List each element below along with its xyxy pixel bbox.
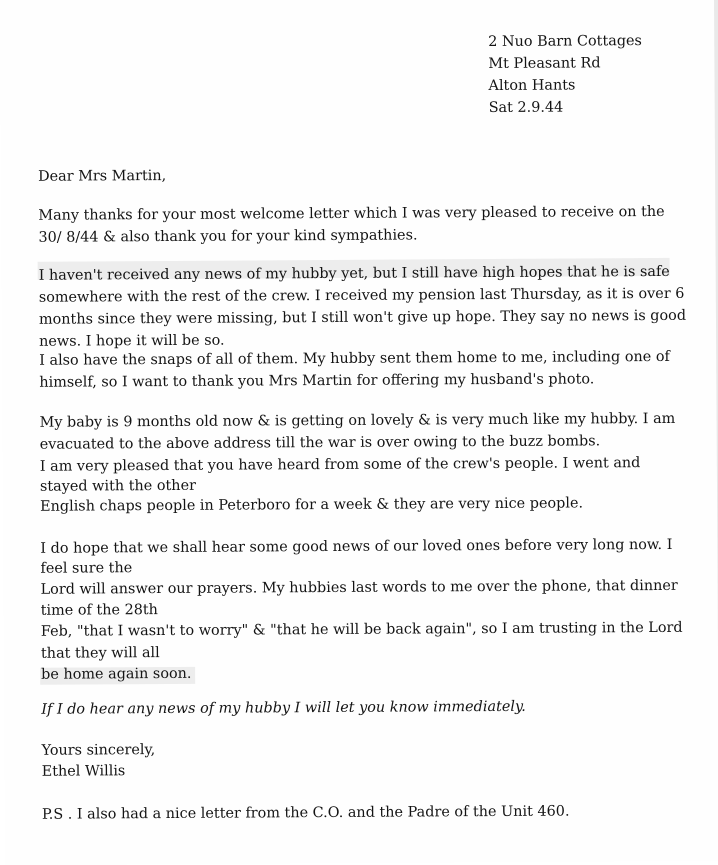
paragraph-4-line: be home again soon. xyxy=(41,665,192,683)
paragraph-2-line: I haven't received any news of my hubby yet, but I still have high hopes that he is safe xyxy=(38,263,670,284)
closing: Yours sincerely, xyxy=(41,742,156,759)
paragraph-4-line: Lord will answer our prayers. My hubbies last words to me over the phone, that dinner xyxy=(40,577,678,598)
postscript: P.S . I also had a nice letter from the C.O. and the Padre of the Unit 460. xyxy=(41,803,570,823)
paragraph-3-line: evacuated to the above address till the war is over owing to the buzz bombs. xyxy=(39,433,601,453)
page-edge xyxy=(714,0,718,861)
paragraph-4-line: feel sure the xyxy=(40,560,133,577)
paragraph-3-line: English chaps people in Peterboro for a week & they are very nice people. xyxy=(40,495,584,515)
paragraph-5: If I do hear any news of my hubby I will let you know immediately. xyxy=(41,698,526,718)
paragraph-4-line: that they will all xyxy=(40,645,160,662)
paragraph-3-line: My baby is 9 months old now & is getting on lovely & is very much like my hubby. I am xyxy=(39,410,676,431)
paragraph-3-line: I am very pleased that you have heard from some of the crew's people. I went and xyxy=(39,455,641,475)
paragraph-2-line: news. I hope it will be so. xyxy=(39,332,225,350)
paragraph-1-line: Many thanks for your most welcome letter which I was very pleased to receive on the xyxy=(38,203,665,224)
paragraph-2-line: I also have the snaps of all of them. My hubby sent them home to me, including one of xyxy=(39,348,670,369)
signature: Ethel Willis xyxy=(41,763,126,780)
paragraph-2-line: somewhere with the rest of the crew. I received my pension last Thursday, as it is over 6 xyxy=(38,285,685,306)
address-line: Alton Hants xyxy=(488,77,576,95)
paragraph-4-line: I do hope that we shall hear some good news of our loved ones before very long now. I xyxy=(40,536,673,557)
sender-address xyxy=(488,30,709,119)
letter-date: Sat 2.9.44 xyxy=(488,99,564,117)
salutation: Dear Mrs Martin, xyxy=(38,167,167,185)
paragraph-3-line: stayed with the other xyxy=(39,477,197,495)
address-line: 2 Nuo Barn Cottages xyxy=(488,33,642,51)
paragraph-1-line: 30/ 8/44 & also thank you for your kind sympathies. xyxy=(38,227,418,246)
paragraph-4-line: Feb, "that I wasn't to worry" & "that he will be back again", so I am trusting in the Lord xyxy=(40,619,683,640)
paragraph-2-line: months since they were missing, but I still won't give up hope. They say no news is good xyxy=(38,307,687,328)
paragraph-2-line: himself, so I want to thank you Mrs Martin for offering my husband's photo. xyxy=(39,371,595,391)
address-line: Mt Pleasant Rd xyxy=(488,55,601,73)
paragraph-4-line: time of the 28th xyxy=(40,602,158,619)
